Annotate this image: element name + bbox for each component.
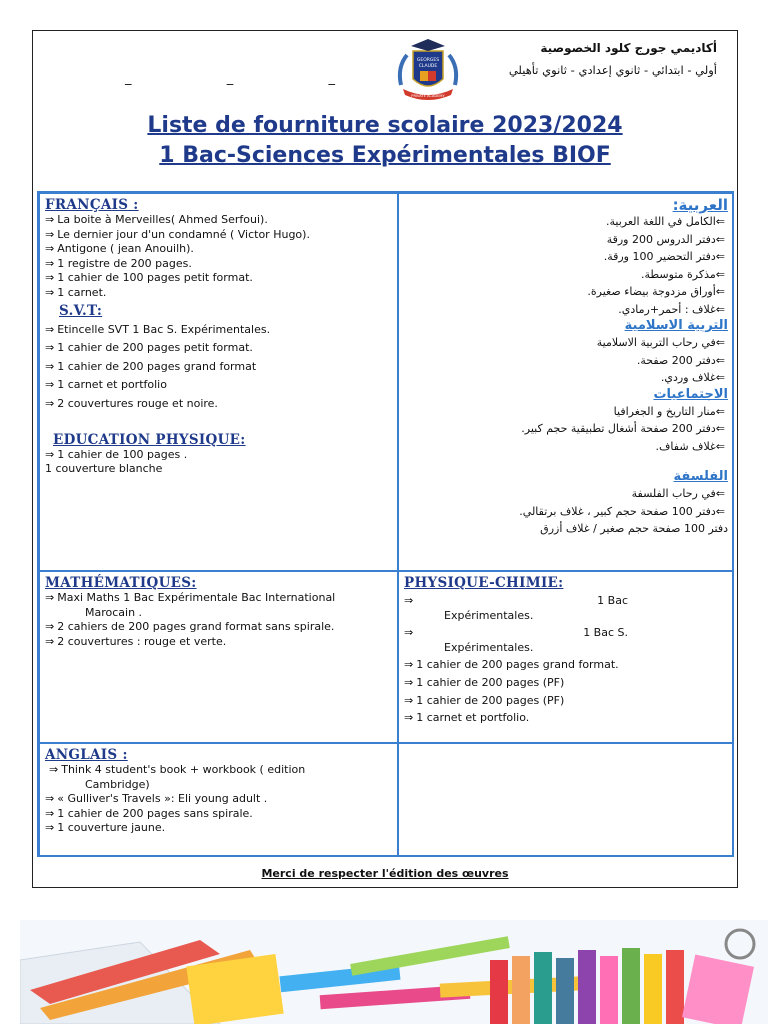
list-item: دفتر 100 صفحة حجم صغير / غلاف أزرق bbox=[540, 522, 728, 535]
cell-arabe bbox=[398, 193, 734, 571]
arrow-icon: ⇒ bbox=[45, 322, 55, 336]
page-title: Liste de fourniture scolaire 2023/2024 bbox=[147, 113, 623, 138]
dash: _ bbox=[226, 71, 234, 86]
cell-physique-chimie bbox=[398, 571, 734, 743]
title-block bbox=[33, 111, 737, 171]
arrow-icon: ⇒ bbox=[404, 693, 414, 707]
arrow-icon: ⇒ bbox=[45, 821, 55, 835]
list-item: ⇒ 1 cahier de 200 pages (PF) bbox=[404, 693, 565, 707]
arrow-icon: ⇐ bbox=[715, 302, 725, 316]
section-title-education-physique: EDUCATION PHYSIQUE: bbox=[53, 431, 246, 448]
arrow-icon: ⇐ bbox=[715, 371, 725, 384]
list-item: ⇒ Antigone ( jean Anouilh). bbox=[45, 242, 194, 256]
cell-anglais bbox=[39, 743, 398, 857]
arrow-icon: ⇒ bbox=[45, 341, 55, 355]
list-item: ⇒ Think 4 student's book + workbook ( edition bbox=[49, 763, 306, 776]
list-item: ⇒ 1 couverture jaune. bbox=[45, 821, 166, 835]
header bbox=[33, 31, 737, 109]
arrow-icon: ⇐ bbox=[715, 232, 725, 246]
list-item: ⇒ 1 cahier de 200 pages grand format bbox=[45, 359, 257, 373]
list-item: ⇒ 1 cahier de 200 pages sans spirale. bbox=[45, 806, 253, 820]
arrow-icon: ⇐ bbox=[715, 336, 725, 349]
list-item: ⇒ La boite à Merveilles( Ahmed Serfoui). bbox=[45, 213, 268, 226]
arrow-icon: ⇒ bbox=[45, 227, 55, 241]
school-supplies-illustration bbox=[20, 920, 768, 1024]
arrow-icon: ⇒ bbox=[404, 594, 414, 607]
arrow-icon: ⇒ bbox=[404, 626, 414, 640]
arrow-icon: ⇐ bbox=[715, 504, 725, 518]
arrow-icon: ⇒ bbox=[45, 213, 55, 226]
arrow-icon: ⇒ bbox=[404, 658, 414, 672]
section-title-arabe: العربية: bbox=[672, 196, 728, 214]
list-item-continuation: Marocain . bbox=[85, 605, 143, 619]
arrow-icon: ⇒ bbox=[49, 763, 59, 776]
arrow-icon: ⇒ bbox=[45, 378, 55, 392]
list-item-continuation: Expérimentales. bbox=[444, 608, 534, 622]
logo-text-claude: CLAUDE bbox=[418, 64, 438, 69]
dash: _ bbox=[125, 71, 132, 86]
list-item: ⇐الكامل في اللغة العربية. bbox=[605, 215, 725, 228]
arrow-icon: ⇐ bbox=[715, 285, 725, 298]
section-title-mathematiques: MATHÉMATIQUES: bbox=[45, 575, 197, 591]
list-item: ⇒ 1 registre de 200 pages. bbox=[45, 256, 192, 270]
list-item: ⇒ 1 carnet et portfolio bbox=[45, 378, 167, 392]
list-item: ⇐دفتر التحضير 100 ورقة. bbox=[603, 250, 725, 263]
section-title-sociales: الاجتماعيات bbox=[653, 386, 728, 402]
list-item-continuation: Cambridge) bbox=[85, 777, 150, 791]
arrow-icon: ⇒ bbox=[45, 271, 55, 285]
list-item: ⇒ 1 Bac S. bbox=[404, 626, 628, 640]
list-item: ⇒ 2 couvertures : rouge et verte. bbox=[45, 634, 227, 648]
school-name: أكاديمي جورج كلود الخصوصية bbox=[540, 41, 717, 55]
section-title-francais: FRANÇAIS : bbox=[45, 197, 139, 213]
school-name-block bbox=[509, 41, 717, 77]
header-dashes bbox=[125, 71, 335, 86]
list-item: ⇒ 2 cahiers de 200 pages grand format sans spirale. bbox=[45, 620, 335, 634]
list-item: 1 couverture blanche bbox=[45, 462, 163, 476]
page-subtitle: 1 Bac-Sciences Expérimentales BIOF bbox=[159, 143, 611, 168]
list-item: ⇒ Le dernier jour d'un condamné ( Victor Hugo). bbox=[45, 227, 310, 241]
list-item: ⇒ 1 cahier de 100 pages . bbox=[45, 447, 188, 461]
logo-text-academy: PRIVATE ACADEMY bbox=[411, 94, 445, 98]
arrow-icon: ⇐ bbox=[715, 487, 725, 500]
footer-note: Merci de respecter l'édition des œuvres bbox=[261, 867, 509, 880]
list-item: ⇐غلاف : أحمر+رمادي. bbox=[618, 302, 725, 316]
list-item: ⇐دفتر 100 صفحة حجم كبير ، غلاف برتقالي. bbox=[519, 504, 725, 518]
list-item: ⇒ 2 couvertures rouge et noire. bbox=[45, 396, 218, 410]
arrow-icon: ⇐ bbox=[715, 422, 725, 435]
arrow-icon: ⇐ bbox=[715, 353, 725, 367]
arrow-icon: ⇒ bbox=[45, 620, 55, 634]
arrow-icon: ⇐ bbox=[715, 267, 725, 281]
list-item: ⇒ 1 cahier de 200 pages (PF) bbox=[404, 675, 565, 689]
logo-text-georges: GEORGES bbox=[416, 58, 440, 63]
list-item: ⇐دفتر 200 صفحة. bbox=[636, 353, 725, 367]
cell-mathematiques bbox=[39, 571, 398, 743]
arrow-icon: ⇒ bbox=[45, 396, 55, 410]
arrow-icon: ⇒ bbox=[45, 447, 55, 461]
arrow-icon: ⇒ bbox=[45, 792, 55, 806]
list-item: ⇐في رحاب الفلسفة bbox=[631, 487, 725, 500]
arrow-icon: ⇒ bbox=[45, 634, 55, 648]
school-logo bbox=[393, 37, 463, 107]
arrow-icon: ⇒ bbox=[404, 675, 414, 689]
cell-francais bbox=[39, 193, 398, 571]
arrow-icon: ⇒ bbox=[404, 711, 414, 725]
list-item: ⇐غلاف وردي. bbox=[660, 371, 725, 384]
cell-empty bbox=[398, 743, 734, 857]
list-item: ⇒ 1 carnet et portfolio. bbox=[404, 711, 530, 725]
arrow-icon: ⇐ bbox=[715, 439, 725, 453]
list-item: ⇐مذكرة متوسطة. bbox=[641, 267, 725, 281]
list-item: ⇒ 1 cahier de 200 pages grand format. bbox=[404, 658, 619, 672]
section-title-physique-chimie: PHYSIQUE-CHIMIE: bbox=[404, 575, 564, 591]
list-item: ⇒ Etincelle SVT 1 Bac S. Expérimentales. bbox=[45, 322, 271, 336]
list-item: ⇐منار التاريخ و الجغرافيا bbox=[613, 404, 725, 418]
list-item: ⇒ 1 cahier de 200 pages petit format. bbox=[45, 341, 253, 355]
list-item: ⇒ Maxi Maths 1 Bac Expérimentale Bac International bbox=[45, 591, 336, 604]
list-item: ⇒ 1 Bac bbox=[404, 594, 628, 607]
dash: _ bbox=[328, 71, 335, 86]
section-title-anglais: ANGLAIS : bbox=[45, 747, 128, 763]
arrow-icon: ⇐ bbox=[715, 215, 725, 228]
list-item: ⇐غلاف شفاف. bbox=[655, 439, 725, 453]
document-page bbox=[32, 30, 738, 888]
arrow-icon: ⇐ bbox=[715, 250, 725, 263]
school-levels: أولي - ابتدائي - ثانوي إعدادي - ثانوي تأهيلي bbox=[508, 63, 717, 77]
list-item-continuation: Expérimentales. bbox=[444, 640, 534, 654]
list-item: ⇒ « Gulliver's Travels »: Eli young adult . bbox=[45, 792, 268, 806]
list-item: ⇐دفتر الدروس 200 ورقة bbox=[606, 232, 725, 246]
arrow-icon: ⇒ bbox=[45, 806, 55, 820]
arrow-icon: ⇒ bbox=[45, 242, 55, 256]
section-title-svt: S.V.T: bbox=[59, 302, 103, 319]
arrow-icon: ⇒ bbox=[45, 285, 55, 299]
section-title-philosophie: الفلسفة bbox=[673, 469, 728, 484]
list-item: ⇒ 1 carnet. bbox=[45, 285, 107, 299]
arrow-icon: ⇒ bbox=[45, 591, 55, 604]
arrow-icon: ⇐ bbox=[715, 404, 725, 418]
arrow-icon: ⇒ bbox=[45, 256, 55, 270]
list-item: ⇐أوراق مزدوجة بيضاء صغيرة. bbox=[587, 285, 725, 298]
arrow-icon: ⇒ bbox=[45, 359, 55, 373]
list-item: ⇐في رحاب التربية الاسلامية bbox=[596, 336, 725, 349]
section-title-islamique: التربية الاسلامية bbox=[624, 318, 728, 333]
supplies-grid bbox=[37, 191, 734, 857]
list-item: ⇒ 1 cahier de 100 pages petit format. bbox=[45, 271, 253, 285]
list-item: ⇐دفتر 200 صفحة أشغال تطبيقية حجم كبير. bbox=[521, 422, 725, 435]
